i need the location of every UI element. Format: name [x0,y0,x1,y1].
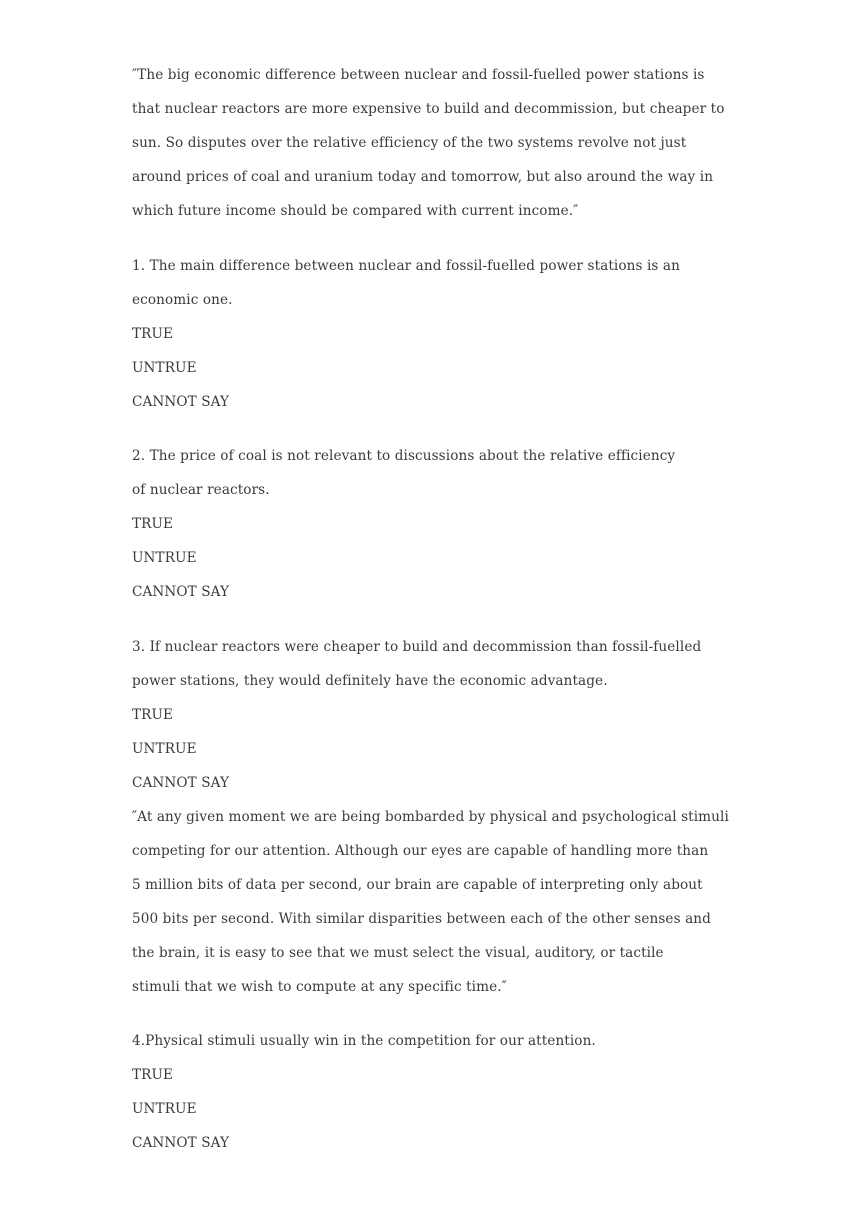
option-untrue: UNTRUE [132,1101,197,1117]
passage-line: sun. So disputes over the relative efficiency of the two systems revolve not just [132,135,687,151]
option-cannot-say: CANNOT SAY [132,393,230,410]
passage-line: stimuli that we wish to compute at any specific time.″ [132,978,507,995]
question-1 [132,249,742,419]
passage-line: 5 million bits of data per second, our brain are capable of interpreting only about [132,876,703,893]
question-2 [132,439,742,609]
question-3 [132,630,742,800]
question-text: 3. If nuclear reactors were cheaper to build and decommission than fossil-fuelled [132,638,702,655]
option-untrue: UNTRUE [132,740,197,757]
passage-line: that nuclear reactors are more expensive to build and decommission, but cheaper to [132,101,725,117]
passage-line: ″The big economic difference between nuclear and fossil-fuelled power stations is [132,67,705,83]
passage-line: around prices of coal and uranium today and tomorrow, but also around the way in [132,169,714,185]
option-true: TRUE [132,1067,174,1083]
question-text: power stations, they would definitely have the economic advantage. [132,672,608,689]
passage-line: the brain, it is easy to see that we must select the visual, auditory, or tactile [132,944,664,961]
question-4 [132,1024,742,1160]
option-untrue: UNTRUE [132,359,197,376]
passage-line: which future income should be compared with current income.″ [132,203,579,219]
question-text: economic one. [132,291,233,308]
passage-2 [132,800,742,1004]
option-true: TRUE [132,325,174,342]
option-true: TRUE [132,706,174,723]
question-text: 4.Physical stimuli usually win in the competition for our attention. [132,1033,596,1049]
passage-line: 500 bits per second. With similar disparities between each of the other senses and [132,910,711,927]
option-untrue: UNTRUE [132,550,197,566]
passage-1 [132,58,742,228]
option-cannot-say: CANNOT SAY [132,774,230,791]
passage-line: ″At any given moment we are being bombarded by physical and psychological stimuli [132,808,729,825]
document-page [132,58,742,1160]
option-cannot-say: CANNOT SAY [132,584,230,600]
question-text: 2. The price of coal is not relevant to discussions about the relative efficiency [132,448,676,464]
passage-line: competing for our attention. Although our eyes are capable of handling more than [132,842,709,859]
question-text: of nuclear reactors. [132,482,270,498]
option-cannot-say: CANNOT SAY [132,1135,230,1151]
option-true: TRUE [132,516,174,532]
question-text: 1. The main difference between nuclear and fossil-fuelled power stations is an [132,257,680,274]
